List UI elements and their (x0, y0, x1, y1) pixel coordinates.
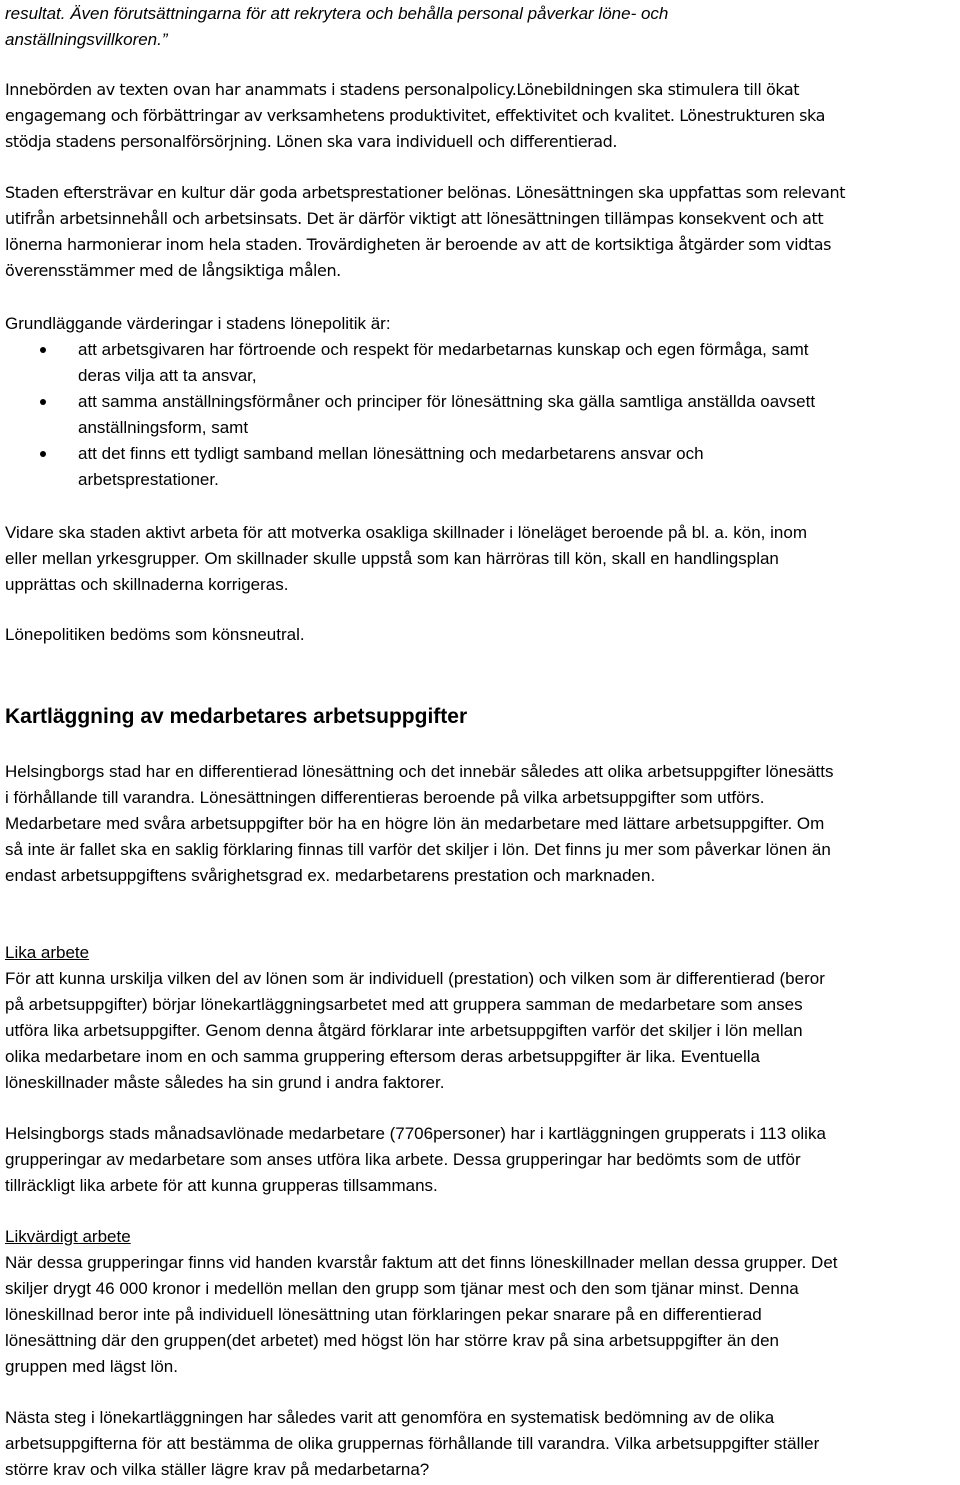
text-line: resultat. Även förutsättningarna för att rekrytera och behålla personal påverkar löne- och (5, 4, 669, 23)
text-line: så inte är fallet ska en saklig förklaring finnas till varför det skiljer i lön. Det finns ju mer som påverkar lönen än (5, 840, 831, 859)
text-line: arbetsprestationer. (78, 470, 219, 489)
text-line: Helsingborgs stad har en differentierad lönesättning och det innebär således att olika arbetsuppgifter lönesätts (5, 762, 834, 781)
bullet-icon (40, 451, 46, 457)
text-line: upprättas och skillnaderna korrigeras. (5, 575, 289, 594)
comparable-work-section (5, 1224, 960, 1380)
text-line: utifrån arbetsinnehåll och arbetsinsats. Det är därför viktigt att lönesättningen tillämpas konsekvent och att (5, 209, 824, 228)
text-line: utföra lika arbetsuppgifter. Genom denna åtgärd förklarar inte arbetsuppgiften varför det skiljer i lön mellan (5, 1021, 803, 1040)
text-line: Nästa steg i lönekartläggningen har således varit att genomföra en systematisk bedömning av de olika (5, 1408, 775, 1427)
text-line: gruppen med lägst lön. (5, 1357, 178, 1376)
grouping-paragraph (5, 1121, 960, 1199)
section-heading: Kartläggning av medarbetares arbetsuppgifter (5, 705, 468, 728)
text-line: löneskillnader måste således ha sin grund i andra faktorer. (5, 1073, 445, 1092)
text-line: skiljer drygt 46 000 kronor i medellön mellan den grupp som tjänar mest och den som tjänar minst. Denna (5, 1279, 799, 1298)
subheading-comparable-work: Likvärdigt arbete (5, 1227, 131, 1246)
text-line: Grundläggande värderingar i stadens lönepolitik är: (5, 314, 391, 333)
text-line: olika medarbetare inom en och samma gruppering eftersom deras arbetsuppgifter är lika. Eventuella (5, 1047, 761, 1066)
subheading-equal-work: Lika arbete (5, 943, 90, 962)
equal-work-section (5, 940, 960, 1096)
text-line: på arbetsuppgifter) börjar lönekartläggningsarbetet med att gruppera samman de medarbetare som anses (5, 995, 803, 1014)
text-line: att det finns ett tydligt samband mellan lönesättning och medarbetarens ansvar och (78, 444, 704, 463)
text-line: större krav och vilka ställer lägre krav på medarbetarna? (5, 1460, 430, 1479)
list-item (5, 389, 960, 441)
text-line: att samma anställningsförmåner och principer för lönesättning ska gälla samtliga anställda oavsett (78, 392, 816, 411)
text-line: lönerna harmonierar inom hela staden. Trovärdigheten är beroende av att de kortsiktiga åtgärder som vidtas (5, 235, 831, 254)
text-line: eller mellan yrkesgrupper. Om skillnader skulle uppstå som kan härröras till kön, skall en handlingsplan (5, 549, 779, 568)
text-line: lönesättning där den gruppen(det arbetet) med högst lön har större krav på sina arbetsuppgifter än den (5, 1331, 779, 1350)
text-line: stödja stadens personalförsörjning. Lönen ska vara individuell och differentierad. (5, 132, 617, 151)
culture-paragraph (5, 180, 960, 284)
values-bullet-list (5, 337, 960, 493)
text-line: När dessa grupperingar finns vid handen kvarstår faktum att det finns löneskillnader mellan dessa grupper. Det (5, 1253, 838, 1272)
quote-paragraph-end (5, 1, 960, 53)
text-line: För att kunna urskilja vilken del av lönen som är individuell (prestation) och vilken som är differentierad (beror (5, 969, 825, 988)
text-line: Medarbetare med svåra arbetsuppgifter bör ha en högre lön än medarbetare med lättare arbetsuppgifter. Om (5, 814, 825, 833)
text-line: endast arbetsuppgiftens svårighetsgrad ex. medarbetarens prestation och marknaden. (5, 866, 656, 885)
text-line: engagemang och förbättringar av verksamhetens produktivitet, effektivitet och kvalitet. Lönestrukturen ska (5, 106, 825, 125)
bullet-icon (40, 347, 46, 353)
text-line: anställningsvillkoren.” (5, 30, 168, 49)
text-line: att arbetsgivaren har förtroende och respekt för medarbetarnas kunskap och egen förmåga, samt (78, 340, 809, 359)
policy-paragraph (5, 77, 960, 155)
text-line: löneskillnad beror inte på individuell lönesättning utan förklaringen pekar snarare på en differentierad (5, 1305, 762, 1324)
neutral-paragraph (5, 622, 960, 648)
list-item (5, 337, 960, 389)
gender-paragraph (5, 520, 960, 598)
text-line: Vidare ska staden aktivt arbeta för att motverka osakliga skillnader i löneläget beroende på bl. a. kön, inom (5, 523, 807, 542)
text-line: tillräckligt lika arbete för att kunna grupperas tillsammans. (5, 1176, 438, 1195)
text-line: Helsingborgs stads månadsavlönade medarbetare (7706personer) har i kartläggningen grupperats i 113 olika (5, 1124, 826, 1143)
text-line: Lönepolitiken bedöms som könsneutral. (5, 625, 305, 644)
text-line: deras vilja att ta ansvar, (78, 366, 257, 385)
text-line: arbetsuppgifterna för att bestämma de olika gruppernas förhållande till varandra. Vilka arbetsuppgifter ställer (5, 1434, 820, 1453)
text-line: grupperingar av medarbetare som anses utföra lika arbete. Dessa grupperingar har bedömts som de utför (5, 1150, 801, 1169)
list-item (5, 441, 960, 493)
differentiation-paragraph (5, 759, 960, 889)
bullet-icon (40, 399, 46, 405)
next-step-paragraph (5, 1405, 960, 1483)
values-intro-paragraph (5, 311, 960, 337)
text-line: anställningsform, samt (78, 418, 249, 437)
text-line: i förhållande till varandra. Lönesättningen differentieras beroende på vilka arbetsuppgifter som utförs. (5, 788, 765, 807)
text-line: Staden eftersträvar en kultur där goda arbetsprestationer belönas. Lönesättningen ska uppfattas som relevant (5, 183, 846, 202)
text-line: överensstämmer med de långsiktiga målen. (5, 261, 341, 280)
text-line: Innebörden av texten ovan har anammats i stadens personalpolicy.Lönebildningen ska stimulera till ökat (5, 80, 800, 99)
